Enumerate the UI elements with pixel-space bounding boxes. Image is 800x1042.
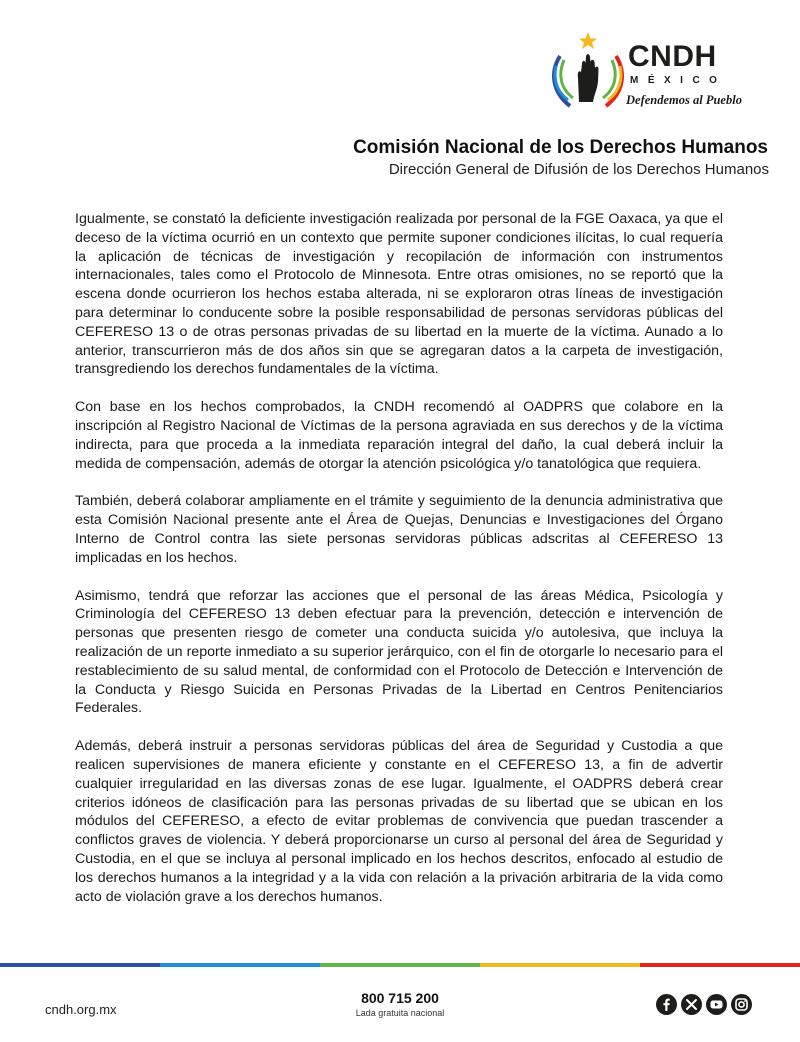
logo-slogan: Defendemos al Pueblo <box>626 93 742 107</box>
rule-segment <box>480 963 640 967</box>
x-icon[interactable] <box>681 994 702 1015</box>
footer-phone <box>300 990 500 1018</box>
social-links <box>656 994 752 1015</box>
rule-segment <box>0 963 160 967</box>
paragraph: Además, deberá instruir a personas servidoras públicas del área de Seguridad y Custodia a que realicen supervisiones de manera eficiente y constante en el CEFERESO 13, a fin de advertir cualquier irregularidad en las diversas zonas de ese lugar. Igualmente, el OADPRS deberá crear criterios idóneos de clasificación para las personas privadas de su libertad que se ubican en los módulos del CEFERESO, a efecto de evitar problemas de convivencia que puedan trascender a conflictos graves de violencia. Y deberá proporcionarse un curso al personal del área de Seguridad y Custodia, en el que se incluya al personal implicado en los hechos descritos, enfocado al estudio de los derechos humanos a la integridad y a la vida con relación a la privación arbitraria de la vida como acto de violación grave a los derechos humanos. <box>75 738 723 905</box>
rule-segment <box>320 963 480 967</box>
document-body <box>75 210 723 925</box>
paragraph: Igualmente, se constató la deficiente investigación realizada por personal de la FGE Oaxaca, ya que el deceso de la víctima ocurrió en un contexto que permite suponer condiciones ilícitas, lo cual requería la aplicación de técnicas de investigación y recopilación de información con instrumentos internacionales, tales como el Protocolo de Minnesota. Entre otras omisiones, no se reportó que la escena donde ocurrieron los hechos estaba alterada, ni se exploraron otras líneas de investigación para determinar lo conducente sobre la posible responsabilidad de personas servidoras públicas del CEFERESO 13 o de otras personas privadas de su libertad en la muerte de la víctima. Aunado a lo anterior, transcurrieron más de dos años sin que se agregaran datos a la carpeta de investigación, transgrediendo los derechos fundamentales de la víctima. <box>75 211 723 378</box>
rule-segment <box>160 963 320 967</box>
page-subtitle: Dirección General de Difusión de los Derechos Humanos <box>388 161 769 178</box>
logo-country: MÉXICO <box>630 75 727 86</box>
paragraph: Con base en los hechos comprobados, la CNDH recomendó al OADPRS que colabore en la inscripción al Registro Nacional de Víctimas de la persona agraviada en sus derechos y de la víctima indirecta, para que proceda a la inmediata reparación integral del daño, la cual deberá incluir la medida de compensación, además de otorgar la atención psicológica y/o tanatológica que requiera. <box>75 399 723 472</box>
instagram-icon[interactable] <box>731 994 752 1015</box>
website-link[interactable]: cndh.org.mx <box>45 1002 117 1017</box>
phone-caption: Lada gratuita nacional <box>355 1008 445 1018</box>
footer-color-rule <box>0 963 800 967</box>
page-title: Comisión Nacional de los Derechos Humanos <box>353 137 768 158</box>
cndh-logo <box>548 30 758 115</box>
paragraph: Asimismo, tendrá que reforzar las acciones que el personal de las áreas Médica, Psicología y Criminología del CEFERESO 13 deben efectuar para la prevención, detección e intervención de personas que presenten riesgo de cometer una conducta suicida y/o autolesiva, que incluya la realización de un reporte inmediato a su superior jerárquico, con el fin de otorgarle lo necesario para el restablecimiento de su salud mental, de conformidad con el Protocolo de Detección e Intervención de la Conducta y Riesgo Suicida en Personas Privadas de la Libertad en Centros Penitenciarios Federales. <box>75 587 723 717</box>
raised-hand-icon <box>578 54 599 102</box>
cndh-emblem <box>548 30 628 115</box>
paragraph: También, deberá colaborar ampliamente en el trámite y seguimiento de la denuncia administrativa que esta Comisión Nacional presente ante el Área de Quejas, Denuncias e Investigaciones del Órgano Interno de Control contra las siete personas servidoras públicas adscritas al CEFERESO 13 implicadas en los hechos. <box>75 493 723 566</box>
facebook-icon[interactable] <box>656 994 677 1015</box>
phone-number: 800 715 200 <box>361 990 439 1006</box>
rule-segment <box>640 963 800 967</box>
logo-name: CNDH <box>628 40 717 73</box>
star-icon <box>579 32 597 49</box>
youtube-icon[interactable] <box>706 994 727 1015</box>
